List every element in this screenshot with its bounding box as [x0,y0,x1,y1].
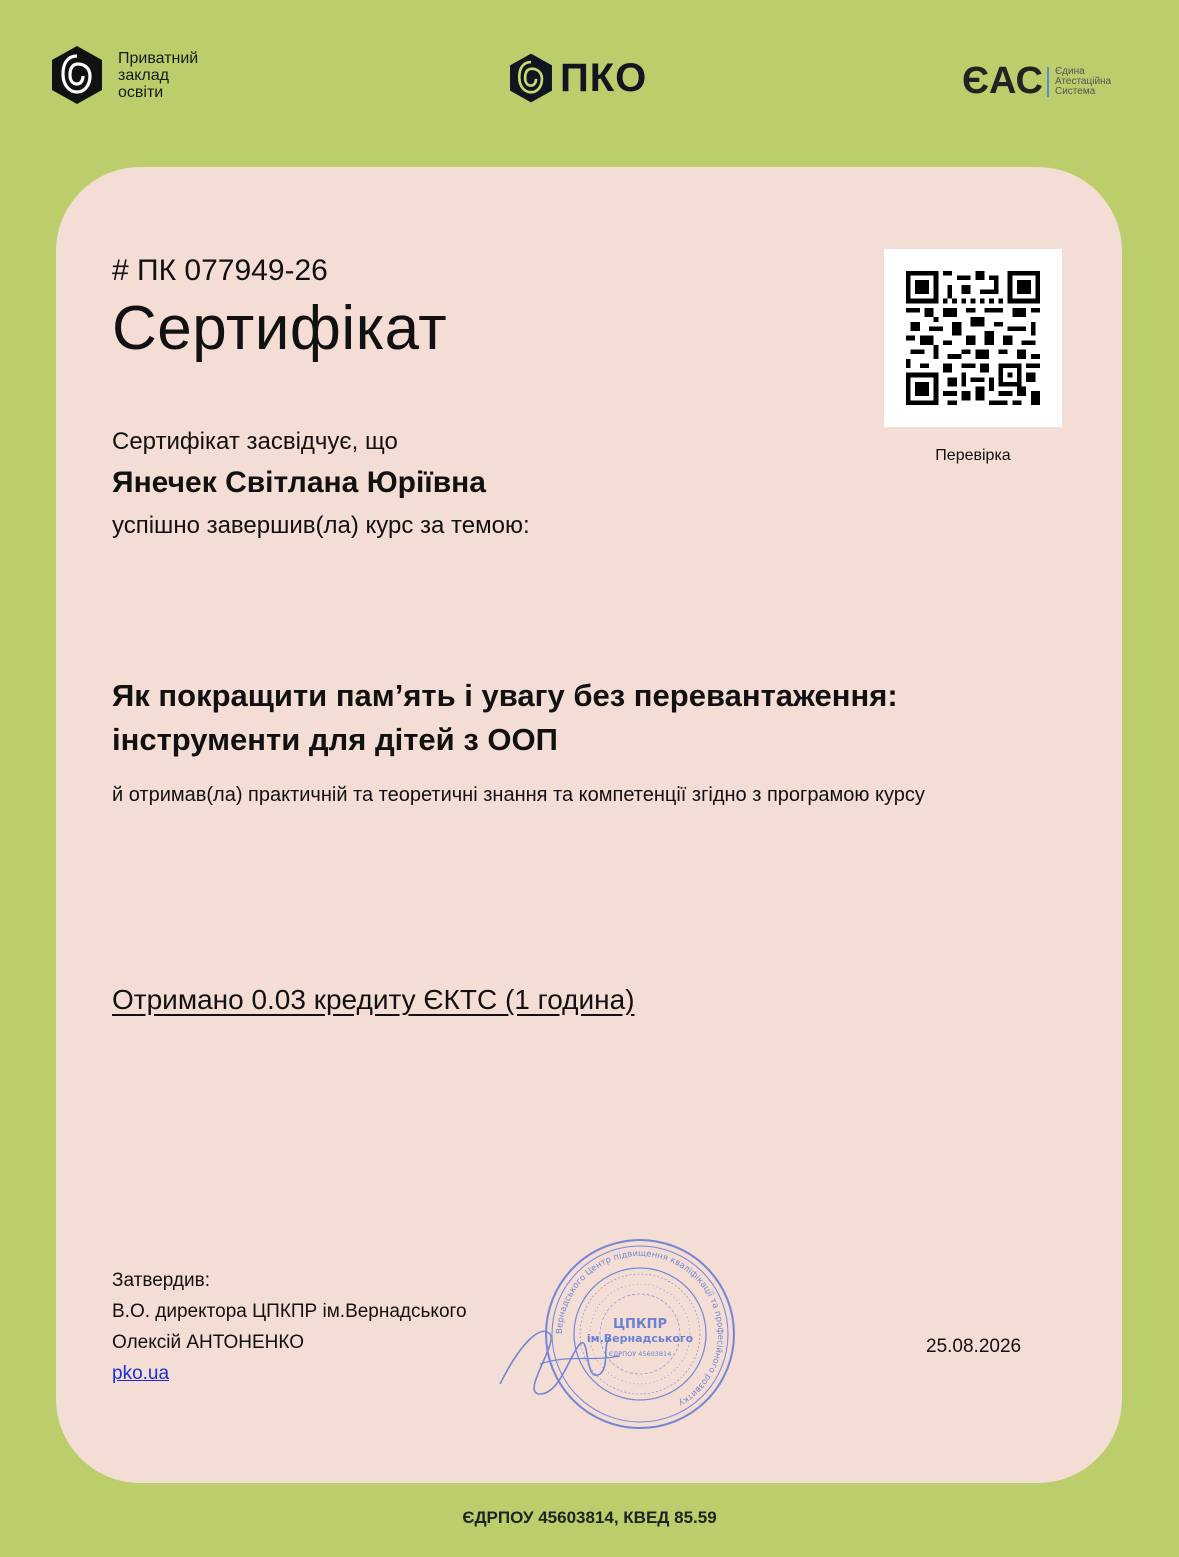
qr-code-icon [906,271,1040,405]
hexagon-logo-icon [508,52,554,104]
official-stamp-icon [480,1234,760,1434]
stamp-code: ЄДРПОУ 45603814 [608,1350,672,1358]
eas-subtitle-line: Атестаційна [1054,75,1112,87]
certifies-text: Сертифікат засвідчує, що [112,428,398,455]
footer-registry-info: ЄДРПОУ 45603814, КВЕД 85.59 [462,1508,717,1527]
verification-qr-code[interactable] [884,249,1062,427]
pko-brand-text: ПКО [560,55,648,100]
eas-logo [962,60,1111,103]
logo-text-line: заклад [118,66,169,84]
certificate-title: Сертифікат [112,294,448,363]
hexagon-logo-icon [50,44,104,106]
logo-text-line: Приватний [118,49,199,67]
stamp-center-line-2: ім.Вернадського [586,1332,694,1345]
credits-text: Отримано 0.03 кредиту ЄКТС (1 година) [112,984,635,1015]
eas-subtitle [1055,67,1111,97]
qr-verification-label: Перевірка [935,447,1011,464]
eas-divider [1047,67,1049,97]
certificate-number: # ПК 077949-26 [112,254,328,287]
eas-brand-text: ЄАС [962,60,1043,102]
eas-subtitle-line: Система [1054,85,1096,97]
stamp-center-line-1: ЦПКПР [613,1317,667,1332]
recipient-name: Янечек Світлана Юріївна [112,466,486,499]
received-text: й отримав(ла) практичній та теоретичні знання та компетенції згідно з програмою курсу [112,784,925,806]
completed-text: успішно завершив(ла) курс за темою: [112,512,530,539]
approver-position: В.О. директора ЦПКПР ім.Вернадського [112,1301,467,1322]
approved-label: Затвердив: [112,1270,210,1291]
eas-subtitle-line: Єдина [1054,65,1085,77]
institution-logo-text [118,50,198,101]
institution-logo [50,44,198,106]
issue-date: 25.08.2026 [926,1336,1022,1357]
header [0,0,1179,160]
pko-website-link[interactable]: pko.ua [112,1363,170,1384]
course-title: Як покращити пам’ять і увагу без перевантаження: інструменти для дітей з ООП [112,678,898,757]
approval-block [112,1265,467,1389]
logo-text-line: освіти [118,83,164,101]
approver-name: Олексій АНТОНЕНКО [112,1332,305,1353]
pko-logo [508,52,647,104]
stamp-ring-text: Вернадського Центр підвищення кваліфікації та професійного розвитку [554,1248,726,1409]
